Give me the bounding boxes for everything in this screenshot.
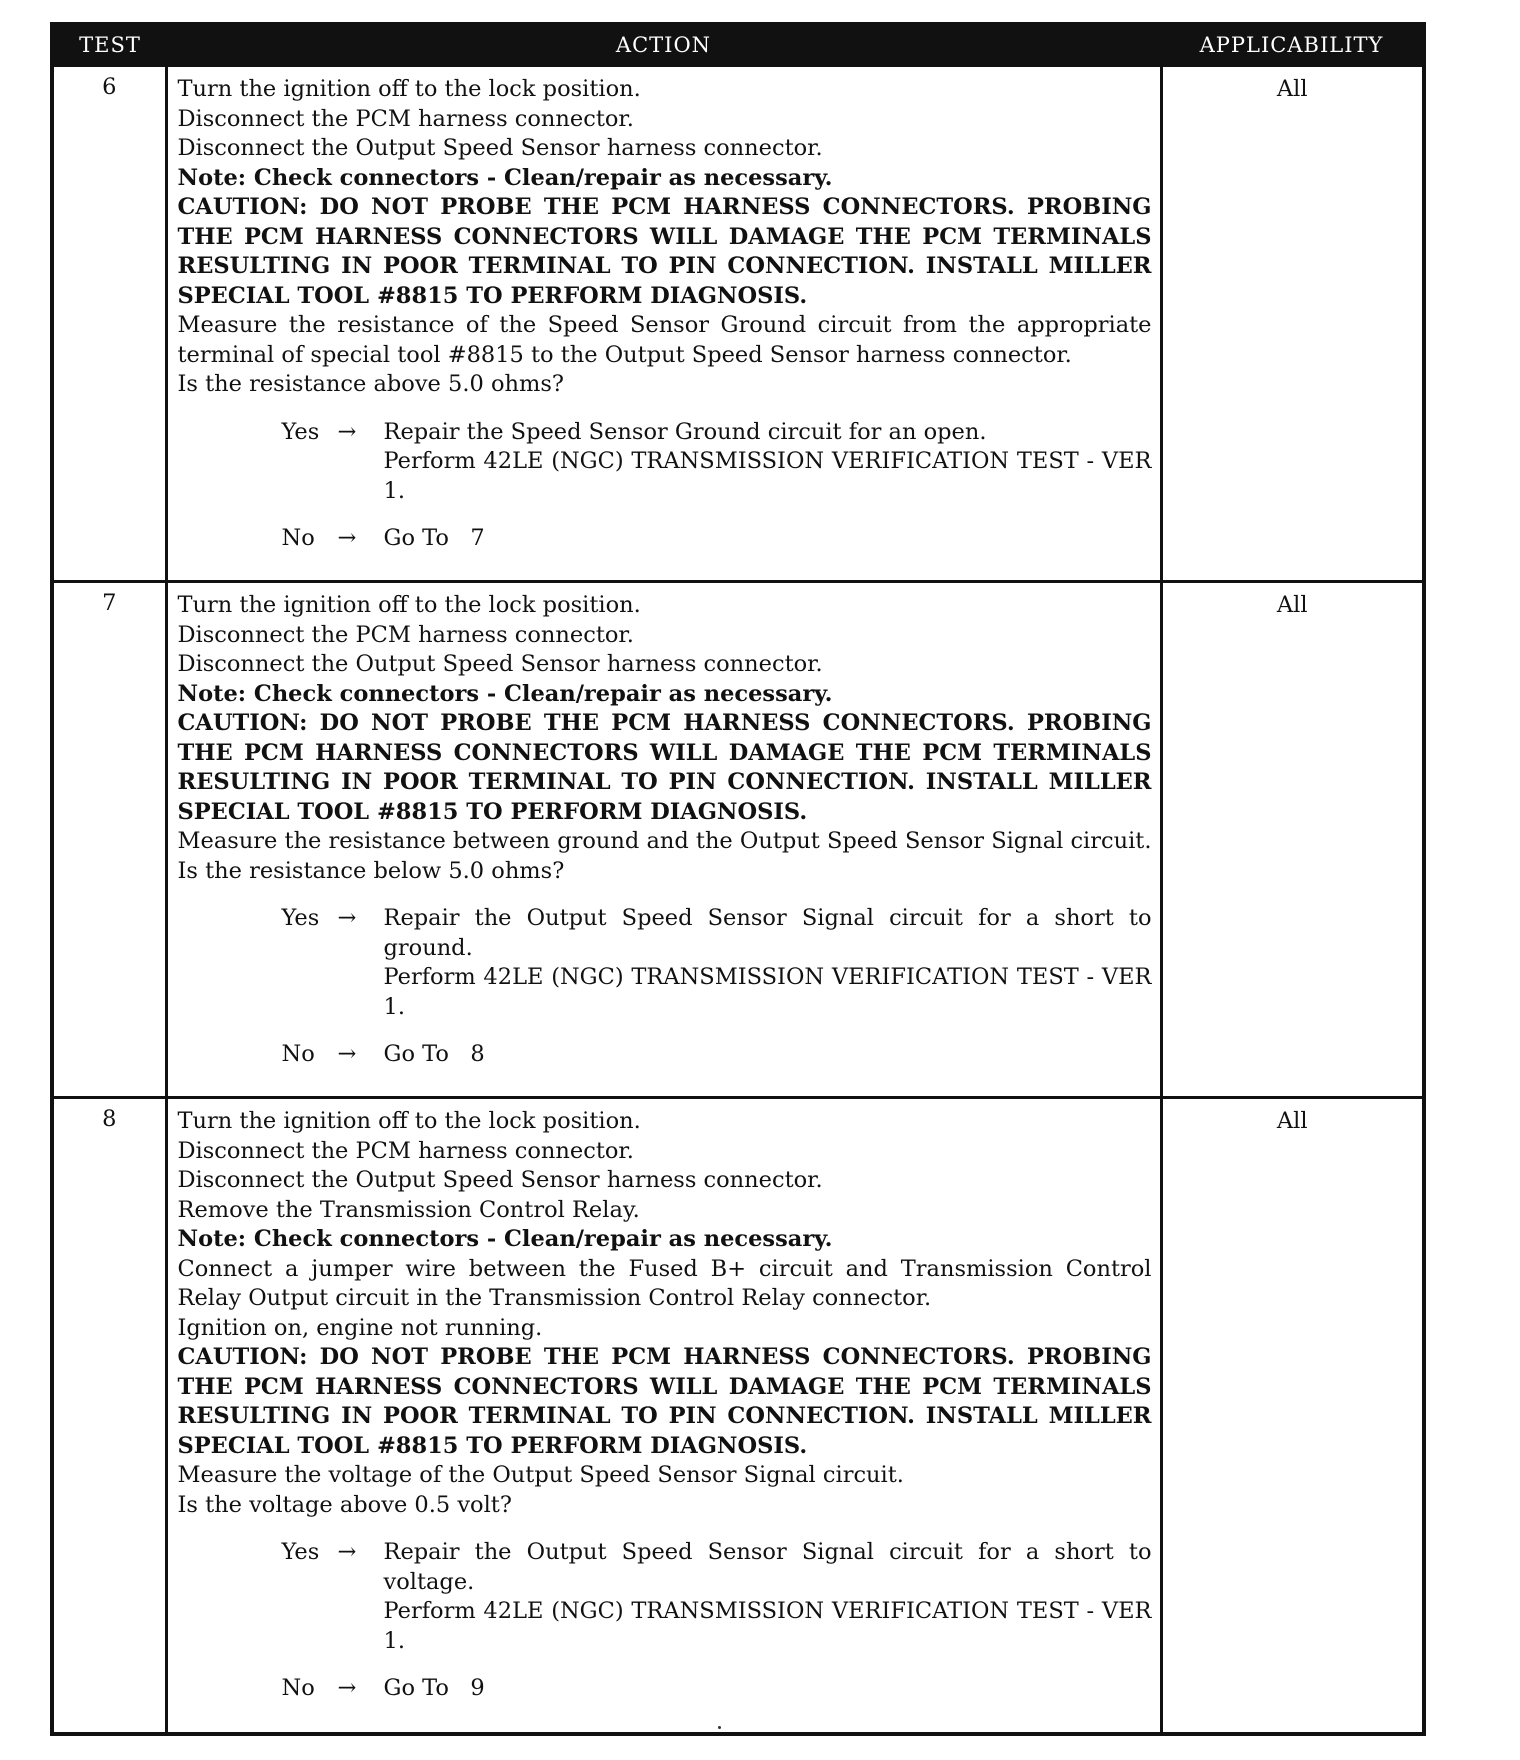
no-action: Go To 8	[383, 1041, 485, 1067]
applicability-value: All	[1161, 582, 1424, 1098]
action-cell	[166, 66, 1161, 582]
measure-instruction: Measure the resistance between ground and the Output Speed Sensor Signal circuit.	[177, 828, 1152, 854]
yes-outcome	[282, 1538, 1152, 1656]
applicability-value: All	[1161, 1098, 1424, 1734]
note-text: Note: Check connectors - Clean/repair as necessary.	[177, 164, 833, 191]
caution-text: CAUTION: DO NOT PROBE THE PCM HARNESS CONNECTORS. PROBING THE PCM HARNESS CONNECTORS WILL DAMAGE THE PCM TERMINALS RESULTING IN POOR TERMINAL TO PIN CONNECTION. INSTALL MILLER SPECIAL TOOL #8815 TO PERFORM DIAGNOSIS.	[177, 710, 1152, 825]
caution-text: CAUTION: DO NOT PROBE THE PCM HARNESS CONNECTORS. PROBING THE PCM HARNESS CONNECTORS WILL DAMAGE THE PCM TERMINALS RESULTING IN POOR TERMINAL TO PIN CONNECTION. INSTALL MILLER SPECIAL TOOL #8815 TO PERFORM DIAGNOSIS.	[177, 194, 1152, 309]
no-label: No	[281, 525, 315, 551]
step-line: Disconnect the Output Speed Sensor harness connector.	[177, 135, 823, 161]
applicability-value: All	[1161, 66, 1424, 582]
yes-action: Repair the Output Speed Sensor Signal circuit for a short to voltage.	[383, 1539, 1152, 1595]
step-line: Turn the ignition off to the lock position.	[177, 1108, 641, 1134]
arrow-icon: →	[337, 418, 357, 445]
note-text: Note: Check connectors - Clean/repair as necessary.	[177, 1226, 833, 1252]
arrow-icon: →	[337, 905, 357, 931]
yes-action: Repair the Output Speed Sensor Signal circuit for a short to ground.	[383, 905, 1152, 961]
yes-label: Yes	[281, 418, 320, 445]
step-line: Disconnect the PCM harness connector.	[177, 105, 634, 132]
step-line: Disconnect the PCM harness connector.	[177, 621, 634, 648]
yes-action: Perform 42LE (NGC) TRANSMISSION VERIFICATION TEST - VER 1.	[383, 1598, 1152, 1654]
caution-text: CAUTION: DO NOT PROBE THE PCM HARNESS CONNECTORS. PROBING THE PCM HARNESS CONNECTORS WILL DAMAGE THE PCM TERMINALS RESULTING IN POOR TERMINAL TO PIN CONNECTION. INSTALL MILLER SPECIAL TOOL #8815 TO PERFORM DIAGNOSIS.	[177, 1344, 1152, 1459]
action-cell	[166, 1098, 1161, 1734]
note-text: Note: Check connectors - Clean/repair as necessary.	[177, 680, 833, 707]
step-line: Remove the Transmission Control Relay.	[177, 1196, 640, 1223]
action-cell	[166, 582, 1161, 1098]
yes-action: Perform 42LE (NGC) TRANSMISSION VERIFICATION TEST - VER 1.	[383, 964, 1152, 1020]
step-line: Connect a jumper wire between the Fused B+ circuit and Transmission Control Relay Output circuit in the Transmission Control Relay connector.	[177, 1255, 1152, 1311]
yes-outcome	[282, 418, 1152, 507]
question-text: Is the resistance below 5.0 ohms?	[177, 857, 565, 884]
step-line: Disconnect the PCM harness connector.	[177, 1137, 634, 1164]
yes-action: Repair the Speed Sensor Ground circuit for an open.	[383, 418, 987, 445]
arrow-icon: →	[337, 1675, 357, 1701]
test-number: 7	[52, 582, 166, 1098]
arrow-icon: →	[337, 525, 357, 551]
arrow-icon: →	[337, 1041, 357, 1067]
header-action: ACTION	[166, 24, 1161, 66]
page-mark	[718, 1726, 721, 1729]
diagnostic-table	[50, 22, 1426, 1736]
header-applicability: APPLICABILITY	[1161, 24, 1424, 66]
no-action: Go To 7	[383, 525, 485, 551]
yes-outcome	[282, 904, 1152, 1022]
step-line: Turn the ignition off to the lock position.	[177, 592, 641, 618]
step-line: Turn the ignition off to the lock position.	[177, 76, 641, 102]
table-row	[52, 582, 1424, 1098]
no-label: No	[281, 1041, 315, 1067]
measure-instruction: Measure the voltage of the Output Speed Sensor Signal circuit.	[177, 1462, 904, 1488]
yes-label: Yes	[281, 905, 320, 931]
diagnostic-sheet	[50, 22, 1422, 1736]
arrow-icon: →	[337, 1539, 357, 1565]
question-text: Is the resistance above 5.0 ohms?	[177, 371, 564, 397]
measure-instruction: Measure the resistance of the Speed Sensor Ground circuit from the appropriate terminal of special tool #8815 to the Output Speed Sensor harness connector.	[177, 312, 1152, 368]
test-number: 8	[52, 1098, 166, 1734]
no-label: No	[281, 1675, 315, 1701]
no-outcome	[282, 524, 1152, 554]
yes-action: Perform 42LE (NGC) TRANSMISSION VERIFICATION TEST - VER 1.	[383, 448, 1152, 504]
header-test: TEST	[52, 24, 166, 66]
no-action: Go To 9	[383, 1675, 485, 1701]
no-outcome	[282, 1040, 1152, 1070]
test-number: 6	[52, 66, 166, 582]
question-text: Is the voltage above 0.5 volt?	[177, 1491, 512, 1518]
yes-label: Yes	[281, 1539, 320, 1565]
step-line: Ignition on, engine not running.	[177, 1314, 543, 1341]
table-row	[52, 1098, 1424, 1734]
step-line: Disconnect the Output Speed Sensor harness connector.	[177, 1167, 823, 1193]
table-row	[52, 66, 1424, 582]
step-line: Disconnect the Output Speed Sensor harness connector.	[177, 651, 823, 677]
no-outcome	[282, 1674, 1152, 1704]
table-header-row	[52, 24, 1424, 66]
